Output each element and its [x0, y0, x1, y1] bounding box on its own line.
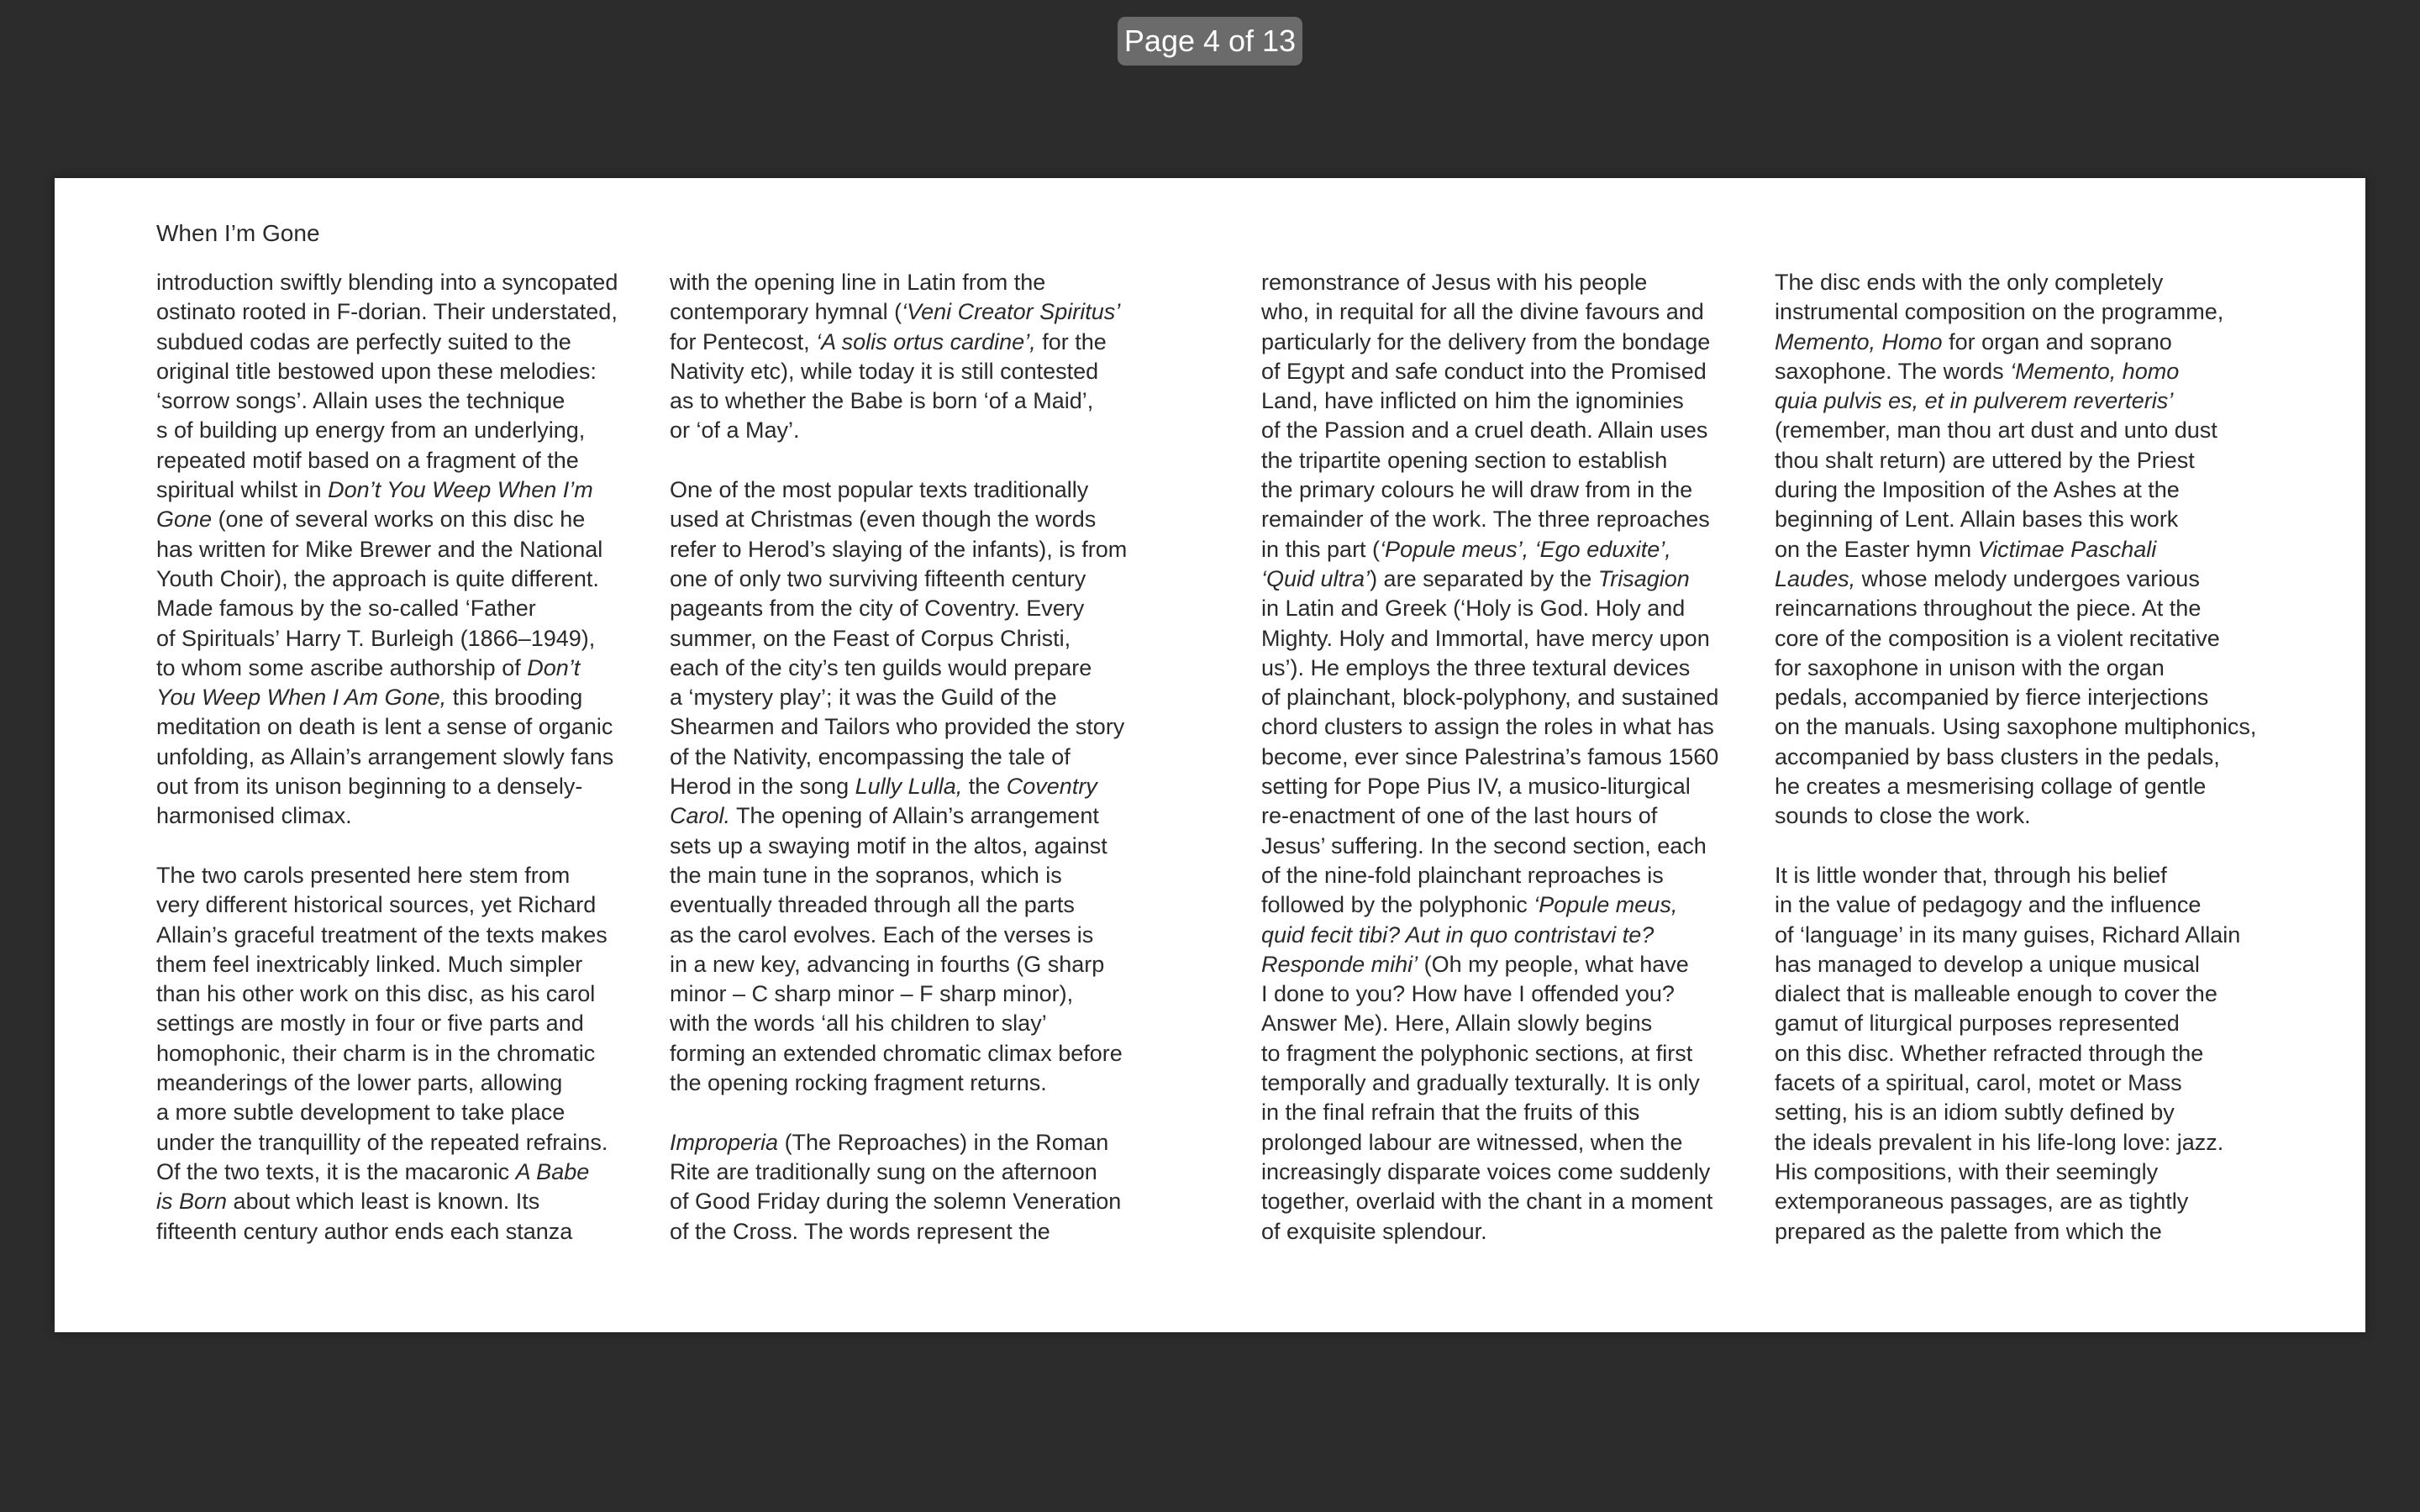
body-text: remonstrance of Jesus with his people: [1261, 270, 1648, 295]
body-text: contemporary hymnal (: [670, 299, 902, 325]
body-text: The two carols presented here stem from: [156, 862, 571, 888]
text-line: [1775, 654, 2287, 683]
text-column-3: [1261, 268, 1774, 1247]
body-text: us’). He employs the three textural devices: [1261, 654, 1691, 680]
text-line: [670, 772, 1182, 801]
text-line: [1775, 1009, 2287, 1038]
text-line: [1775, 1068, 2287, 1098]
body-text: of Good Friday during the solemn Veneration: [670, 1189, 1122, 1215]
text-line: [670, 475, 1182, 505]
body-text: particularly for the delivery from the bondage: [1261, 328, 1711, 354]
body-text: repeated motif based on a fragment of the: [156, 447, 579, 473]
body-text: ostinato rooted in F-dorian. Their understated,: [156, 299, 618, 325]
text-line: [1775, 624, 2287, 654]
body-text: of the Passion and a cruel death. Allain uses: [1261, 417, 1708, 444]
text-line: [1261, 564, 1774, 594]
text-line: [670, 979, 1182, 1009]
text-line: [670, 1039, 1182, 1068]
italic-text: Laudes,: [1775, 565, 1856, 591]
text-line: [1261, 1158, 1774, 1187]
body-text: setting, his is an idiom subtly defined by: [1775, 1100, 2175, 1126]
paragraph-break: [670, 446, 1182, 475]
body-text: on the Easter hymn: [1775, 536, 1978, 562]
text-line: [670, 624, 1182, 654]
text-line: [1261, 861, 1774, 890]
body-text: refer to Herod’s slaying of the infants), is from: [670, 536, 1128, 562]
text-line: [670, 386, 1182, 416]
text-line: [1261, 505, 1774, 534]
italic-text: Don’t You Weep When I’m: [328, 477, 593, 503]
text-line: [670, 505, 1182, 534]
text-line: [1775, 772, 2287, 801]
body-text: under the tranquillity of the repeated refrains.: [156, 1129, 608, 1155]
body-text: setting for Pope Pius IV, a musico-liturgical: [1261, 774, 1691, 800]
text-line: [1775, 268, 2287, 297]
body-text: minor – C sharp minor – F sharp minor),: [670, 981, 1074, 1007]
italic-text: quia pulvis es, et in pulverem reverteris’: [1775, 388, 2174, 414]
text-line: [1775, 1187, 2287, 1216]
text-line: [156, 683, 669, 712]
text-line: [670, 1009, 1182, 1038]
italic-text: Improperia: [670, 1129, 779, 1155]
text-line: [670, 416, 1182, 445]
body-text: the tripartite opening section to establish: [1261, 447, 1668, 473]
body-text: Answer Me). Here, Allain slowly begins: [1261, 1011, 1653, 1037]
text-line: [156, 564, 669, 594]
body-text: has written for Mike Brewer and the National: [156, 536, 603, 562]
body-text: The opening of Allain’s arrangement: [730, 803, 1099, 829]
italic-text: ‘Veni Creator Spiritus’: [902, 299, 1121, 325]
text-line: [1775, 1039, 2287, 1068]
body-text: core of the composition is a violent recitative: [1775, 625, 2220, 651]
text-line: [1261, 1098, 1774, 1127]
text-line: [156, 712, 669, 742]
text-line: [670, 1187, 1182, 1216]
italic-text: A Babe: [515, 1158, 590, 1184]
text-line: [1775, 1128, 2287, 1158]
body-text: introduction swiftly blending into a syncopated: [156, 270, 618, 295]
body-text: Youth Choir), the approach is quite different.: [156, 565, 599, 591]
body-text: pageants from the city of Coventry. Every: [670, 596, 1085, 622]
body-text: the: [962, 774, 1007, 800]
body-text: Shearmen and Tailors who provided the story: [670, 714, 1125, 740]
text-line: [1261, 979, 1774, 1009]
body-text: of the Cross. The words represent the: [670, 1218, 1050, 1244]
body-text: beginning of Lent. Allain bases this work: [1775, 507, 2179, 533]
body-text: temporally and gradually texturally. It is only: [1261, 1070, 1700, 1096]
body-text: on the manuals. Using saxophone multiphonics,: [1775, 714, 2257, 740]
text-line: [156, 1039, 669, 1068]
italic-text: Memento, Homo: [1775, 328, 1943, 354]
body-text: the opening rocking fragment returns.: [670, 1070, 1047, 1096]
body-text: original title bestowed upon these melodies:: [156, 358, 597, 384]
page-indicator: Page 4 of 13: [1118, 17, 1302, 66]
body-text: facets of a spiritual, carol, motet or Mass: [1775, 1070, 2182, 1096]
text-line: [670, 950, 1182, 979]
text-line: [156, 446, 669, 475]
body-text: spiritual whilst in: [156, 477, 329, 503]
body-text: ‘sorrow songs’. Allain uses the technique: [156, 388, 566, 414]
paragraph-break: [670, 1098, 1182, 1127]
text-line: [1261, 772, 1774, 801]
text-line: [670, 712, 1182, 742]
text-line: [156, 386, 669, 416]
body-text: than his other work on this disc, as his carol: [156, 981, 596, 1007]
text-line: [156, 328, 669, 357]
body-text: Nativity etc), while today it is still contested: [670, 358, 1099, 384]
body-text: the primary colours he will draw from in the: [1261, 477, 1693, 503]
text-line: [1261, 832, 1774, 861]
body-text: increasingly disparate voices come suddenly: [1261, 1158, 1711, 1184]
body-text: of ‘language’ in its many guises, Richard Allain: [1775, 921, 2241, 948]
text-line: [670, 921, 1182, 950]
body-text: with the words ‘all his children to slay’: [670, 1011, 1047, 1037]
body-text: of the nine-fold plainchant reproaches is: [1261, 862, 1664, 888]
body-text: homophonic, their charm is in the chromatic: [156, 1040, 596, 1066]
body-text: Of the two texts, it is the macaronic: [156, 1158, 516, 1184]
text-line: [1261, 654, 1774, 683]
body-text: (The Reproaches) in the Roman: [778, 1129, 1109, 1155]
text-line: [156, 1217, 669, 1247]
paragraph-break: [156, 832, 669, 861]
body-text: re-enactment of one of the last hours of: [1261, 803, 1658, 829]
body-text: this brooding: [446, 685, 583, 711]
text-line: [156, 979, 669, 1009]
text-line: [1775, 743, 2287, 772]
text-line: [1261, 743, 1774, 772]
text-line: [1775, 1098, 2287, 1127]
text-line: [1775, 1217, 2287, 1247]
body-text: fifteenth century author ends each stanza: [156, 1218, 573, 1244]
body-text: very different historical sources, yet Richard: [156, 892, 597, 918]
text-line: [1261, 475, 1774, 505]
body-text: meanderings of the lower parts, allowing: [156, 1070, 563, 1096]
text-line: [156, 1158, 669, 1187]
body-text: settings are mostly in four or five parts and: [156, 1011, 584, 1037]
text-line: [670, 1217, 1182, 1247]
text-line: [1775, 475, 2287, 505]
body-text: Made famous by the so-called ‘Father: [156, 596, 536, 622]
text-line: [1775, 416, 2287, 445]
text-line: [1775, 505, 2287, 534]
text-line: [156, 950, 669, 979]
running-head: When I’m Gone: [156, 220, 320, 246]
body-text: Jesus’ suffering. In the second section, each: [1261, 832, 1707, 858]
text-line: [1261, 712, 1774, 742]
italic-text: Don’t: [527, 654, 581, 680]
text-column-4: [1775, 268, 2287, 1247]
body-text: dialect that is malleable enough to cover the: [1775, 981, 2217, 1007]
paragraph-break: [1775, 832, 2287, 861]
text-line: [1775, 801, 2287, 831]
text-line: [156, 535, 669, 564]
body-text: (remember, man thou art dust and unto dust: [1775, 417, 2217, 444]
text-line: [1775, 1158, 2287, 1187]
text-line: [1775, 328, 2287, 357]
body-text: to fragment the polyphonic sections, at first: [1261, 1040, 1693, 1066]
text-line: [1261, 683, 1774, 712]
body-text: a ‘mystery play’; it was the Guild of the: [670, 685, 1057, 711]
body-text: whose melody undergoes various: [1855, 565, 2200, 591]
body-text: who, in requital for all the divine favours and: [1261, 299, 1704, 325]
text-line: [670, 861, 1182, 890]
body-text: unfolding, as Allain’s arrangement slowly fans: [156, 743, 614, 769]
body-text: with the opening line in Latin from the: [670, 270, 1046, 295]
text-line: [1261, 268, 1774, 297]
text-line: [1261, 921, 1774, 950]
text-line: [156, 1187, 669, 1216]
body-text: or ‘of a May’.: [670, 417, 800, 444]
text-line: [156, 297, 669, 327]
text-line: [1775, 712, 2287, 742]
text-line: [156, 416, 669, 445]
text-line: [670, 1158, 1182, 1187]
body-text: for organ and soprano: [1942, 328, 2172, 354]
text-line: [670, 297, 1182, 327]
text-line: [1261, 416, 1774, 445]
text-line: [156, 1128, 669, 1158]
text-line: [156, 921, 669, 950]
body-text: of Egypt and safe conduct into the Promised: [1261, 358, 1707, 384]
text-line: [1261, 624, 1774, 654]
italic-text: ‘A solis ortus cardine’,: [816, 328, 1036, 354]
text-line: [670, 683, 1182, 712]
text-line: [156, 475, 669, 505]
body-text: Mighty. Holy and Immortal, have mercy upon: [1261, 625, 1710, 651]
italic-text: Carol.: [670, 803, 731, 829]
body-text: during the Imposition of the Ashes at the: [1775, 477, 2180, 503]
body-text: together, overlaid with the chant in a moment: [1261, 1189, 1713, 1215]
text-line: [1261, 1217, 1774, 1247]
body-text: in Latin and Greek (‘Holy is God. Holy and: [1261, 596, 1686, 622]
text-line: [670, 832, 1182, 861]
text-line: [670, 564, 1182, 594]
body-text: It is little wonder that, through his belief: [1775, 862, 2167, 888]
text-line: [1261, 950, 1774, 979]
body-text: has managed to develop a unique musical: [1775, 951, 2200, 977]
text-line: [670, 1128, 1182, 1158]
text-line: [156, 1068, 669, 1098]
body-text: gamut of liturgical purposes represented: [1775, 1011, 2180, 1037]
body-text: in the value of pedagogy and the influence: [1775, 892, 2202, 918]
text-line: [156, 654, 669, 683]
document-page: [55, 178, 2365, 1332]
body-text: His compositions, with their seemingly: [1775, 1158, 2159, 1184]
body-text: the ideals prevalent in his life-long love: jazz.: [1775, 1129, 2224, 1155]
text-line: [670, 1068, 1182, 1098]
italic-text: Trisagion: [1597, 565, 1690, 591]
body-text: (one of several works on this disc he: [212, 507, 586, 533]
text-line: [156, 505, 669, 534]
italic-text: Gone: [156, 507, 213, 533]
body-text: Rite are traditionally sung on the afternoon: [670, 1158, 1097, 1184]
text-line: [1775, 890, 2287, 920]
body-text: summer, on the Feast of Corpus Christi,: [670, 625, 1071, 651]
body-text: of plainchant, block-polyphony, and sustained: [1261, 685, 1719, 711]
text-line: [670, 328, 1182, 357]
text-line: [670, 535, 1182, 564]
text-line: [1775, 979, 2287, 1009]
body-text: he creates a mesmerising collage of gentle: [1775, 774, 2207, 800]
italic-text: ‘Popule meus,: [1534, 892, 1678, 918]
text-line: [1261, 535, 1774, 564]
body-text: thou shalt return) are uttered by the Priest: [1775, 447, 2195, 473]
text-line: [156, 624, 669, 654]
body-text: (Oh my people, what have: [1418, 951, 1689, 977]
body-text: followed by the polyphonic: [1261, 892, 1534, 918]
italic-text: quid fecit tibi? Aut in quo contristavi te?: [1261, 921, 1655, 948]
text-line: [156, 594, 669, 623]
body-text: pedals, accompanied by fierce interjections: [1775, 685, 2209, 711]
text-line: [1261, 328, 1774, 357]
text-line: [1261, 1128, 1774, 1158]
text-line: [670, 890, 1182, 920]
body-text: harmonised climax.: [156, 803, 352, 829]
text-line: [1775, 564, 2287, 594]
text-line: [670, 594, 1182, 623]
body-text: one of only two surviving fifteenth century: [670, 565, 1086, 591]
italic-text: Responde mihi’: [1261, 951, 1418, 977]
text-column-1: [156, 268, 669, 1247]
text-line: [1775, 921, 2287, 950]
body-text: as the carol evolves. Each of the verses is: [670, 921, 1094, 948]
body-text: used at Christmas (even though the words: [670, 507, 1097, 533]
body-text: them feel inextricably linked. Much simpler: [156, 951, 583, 977]
text-line: [1261, 446, 1774, 475]
body-text: reincarnations throughout the piece. At the: [1775, 596, 2202, 622]
text-line: [670, 357, 1182, 386]
body-text: s of building up energy from an underlying,: [156, 417, 586, 444]
body-text: instrumental composition on the programme,: [1775, 299, 2224, 325]
body-text: the main tune in the sopranos, which is: [670, 862, 1062, 888]
body-text: ) are separated by the: [1370, 565, 1598, 591]
body-text: of Spirituals’ Harry T. Burleigh (1866–1949),: [156, 625, 596, 651]
italic-text: Victimae Paschali: [1977, 536, 2157, 562]
text-line: [1261, 1009, 1774, 1038]
body-text: out from its unison beginning to a densely-: [156, 774, 583, 800]
body-text: accompanied by bass clusters in the pedals,: [1775, 743, 2220, 769]
text-line: [1775, 297, 2287, 327]
text-line: [1775, 683, 2287, 712]
text-line: [156, 357, 669, 386]
body-text: each of the city’s ten guilds would prepare: [670, 654, 1092, 680]
body-text: to whom some ascribe authorship of: [156, 654, 528, 680]
body-text: remainder of the work. The three reproaches: [1261, 507, 1710, 533]
text-line: [156, 772, 669, 801]
body-text: on this disc. Whether refracted through the: [1775, 1040, 2204, 1066]
text-line: [1261, 801, 1774, 831]
body-text: of the Nativity, encompassing the tale of: [670, 743, 1071, 769]
body-text: of exquisite splendour.: [1261, 1218, 1487, 1244]
text-line: [1261, 890, 1774, 920]
italic-text: ‘Memento, homo: [2010, 358, 2180, 384]
body-text: Allain’s graceful treatment of the texts makes: [156, 921, 608, 948]
body-text: sets up a swaying motif in the altos, against: [670, 832, 1107, 858]
body-text: I done to you? How have I offended you?: [1261, 981, 1675, 1007]
text-line: [1775, 594, 2287, 623]
text-line: [670, 654, 1182, 683]
italic-text: is Born: [156, 1189, 228, 1215]
body-text: for saxophone in unison with the organ: [1775, 654, 2165, 680]
text-line: [156, 890, 669, 920]
body-text: extemporaneous passages, are as tightly: [1775, 1189, 2189, 1215]
text-line: [1775, 446, 2287, 475]
text-line: [156, 861, 669, 890]
body-text: prolonged labour are witnessed, when the: [1261, 1129, 1683, 1155]
body-text: for Pentecost,: [670, 328, 817, 354]
body-text: in a new key, advancing in fourths (G sharp: [670, 951, 1105, 977]
text-line: [1775, 386, 2287, 416]
text-line: [1775, 535, 2287, 564]
body-text: The disc ends with the only completely: [1775, 270, 2164, 295]
body-text: about which least is known. Its: [227, 1189, 540, 1215]
text-column-2: [670, 268, 1182, 1247]
italic-text: Coventry: [1006, 774, 1097, 800]
text-line: [1261, 594, 1774, 623]
text-line: [1775, 950, 2287, 979]
text-line: [156, 268, 669, 297]
body-text: Herod in the song: [670, 774, 855, 800]
text-line: [156, 801, 669, 831]
text-line: [1261, 297, 1774, 327]
italic-text: You Weep When I Am Gone,: [156, 685, 447, 711]
text-line: [670, 801, 1182, 831]
text-line: [1775, 357, 2287, 386]
italic-text: Lully Lulla,: [855, 774, 963, 800]
text-line: [670, 268, 1182, 297]
body-text: in the final refrain that the fruits of this: [1261, 1100, 1640, 1126]
body-text: eventually threaded through all the parts: [670, 892, 1075, 918]
text-line: [670, 743, 1182, 772]
body-text: for the: [1035, 328, 1107, 354]
text-line: [156, 743, 669, 772]
body-text: meditation on death is lent a sense of organic: [156, 714, 613, 740]
text-line: [1261, 1187, 1774, 1216]
text-line: [1775, 861, 2287, 890]
body-text: sounds to close the work.: [1775, 803, 2031, 829]
text-line: [1261, 386, 1774, 416]
text-line: [1261, 1039, 1774, 1068]
text-line: [1261, 1068, 1774, 1098]
body-text: chord clusters to assign the roles in what has: [1261, 714, 1714, 740]
italic-text: ‘Quid ultra’: [1261, 565, 1370, 591]
body-text: forming an extended chromatic climax before: [670, 1040, 1123, 1066]
body-text: a more subtle development to take place: [156, 1100, 566, 1126]
body-text: in this part (: [1261, 536, 1381, 562]
body-text: Land, have inflicted on him the ignominies: [1261, 388, 1684, 414]
text-line: [1261, 357, 1774, 386]
body-text: saxophone. The words: [1775, 358, 2011, 384]
text-line: [156, 1098, 669, 1127]
italic-text: ‘Popule meus’, ‘Ego eduxite’,: [1380, 536, 1671, 562]
body-text: as to whether the Babe is born ‘of a Maid’,: [670, 388, 1094, 414]
text-line: [156, 1009, 669, 1038]
body-text: become, ever since Palestrina’s famous 1560: [1261, 743, 1719, 769]
body-text: One of the most popular texts traditionally: [670, 477, 1089, 503]
body-text: prepared as the palette from which the: [1775, 1218, 2162, 1244]
body-text: subdued codas are perfectly suited to the: [156, 328, 571, 354]
